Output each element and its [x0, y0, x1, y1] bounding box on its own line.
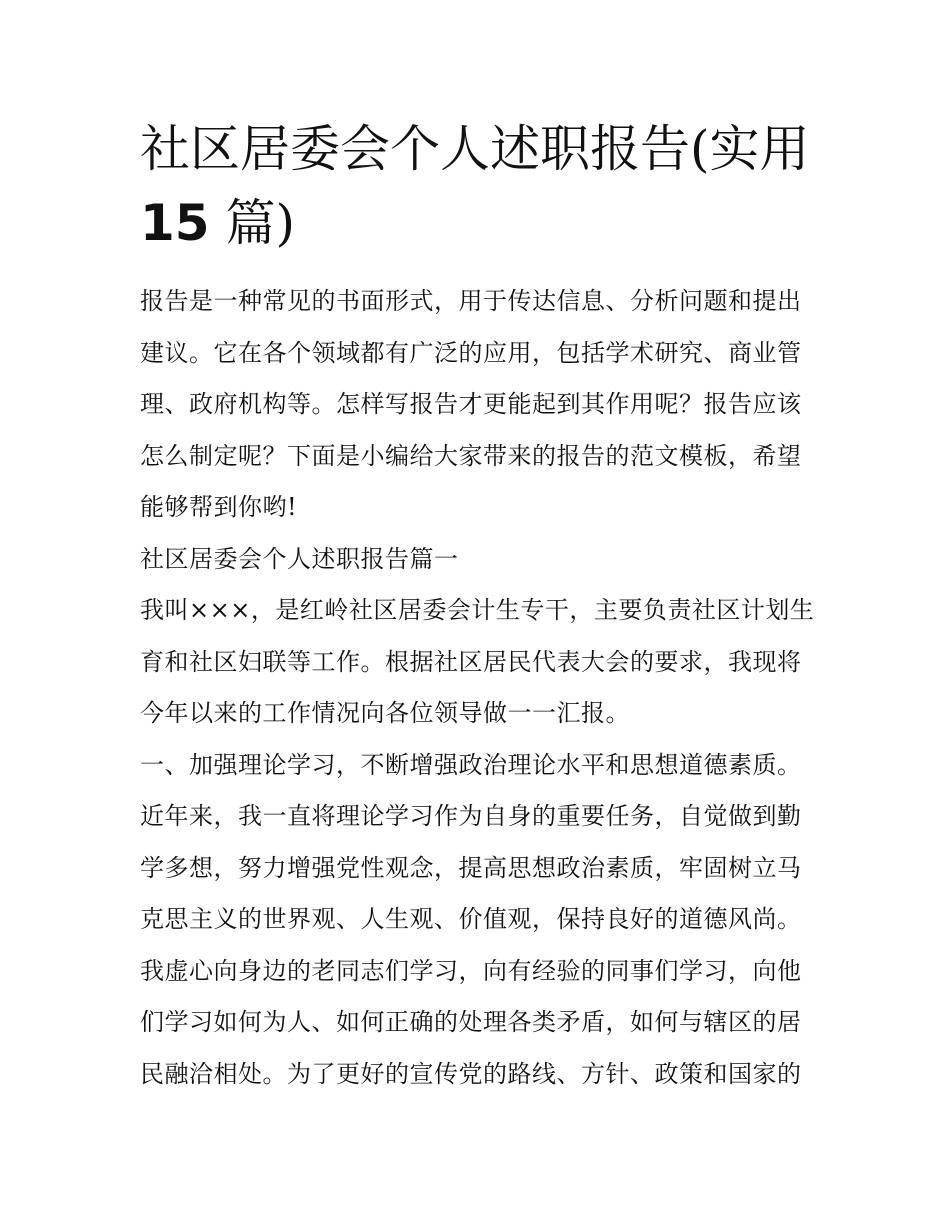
text-line: 我叫×××，是红岭社区居委会计生专干，主要负责社区计划生	[140, 596, 815, 624]
text-line: 能够帮到你哟!	[140, 493, 298, 521]
title-number: 15	[140, 194, 210, 252]
text-line: 学多想，努力增强党性观念，提高思想政治素质，牢固树立马	[140, 853, 802, 882]
text-line: 报告是一种常见的书面形式，用于传达信息、分析问题和提出	[140, 287, 802, 315]
document-title	[140, 112, 820, 260]
text-line: 怎么制定呢？下面是小编给大家带来的报告的范文模板，希望	[140, 441, 802, 470]
title-suffix: 篇)	[225, 194, 296, 252]
text-line: 克思主义的世界观、人生观、价值观，保持良好的道德风尚。	[140, 905, 802, 933]
text-line: 民融洽相处。为了更好的宣传党的路线、方针、政策和国家的	[140, 1059, 802, 1088]
title-line-2	[140, 186, 820, 260]
document-body	[140, 276, 830, 1100]
text-line: 建议。它在各个领域都有广泛的应用，包括学术研究、商业管	[140, 338, 802, 367]
text-line: 一、加强理论学习，不断增强政治理论水平和思想道德素质。	[140, 750, 802, 779]
section-heading: 社区居委会个人述职报告篇一	[140, 544, 459, 573]
text-line: 理、政府机构等。怎样写报告才更能起到其作用呢？报告应该	[140, 390, 802, 418]
title-line-1: 社区居委会个人述职报告(实用	[140, 120, 810, 178]
text-line: 今年以来的工作情况向各位领导做一一汇报。	[140, 699, 630, 727]
text-line: 我虚心向身边的老同志们学习，向有经验的同事们学习，向他	[140, 956, 802, 985]
text-line: 育和社区妇联等工作。根据社区居民代表大会的要求，我现将	[140, 647, 802, 676]
text-line: 们学习如何为人、如何正确的处理各类矛盾，如何与辖区的居	[140, 1008, 802, 1036]
text-line: 近年来，我一直将理论学习作为自身的重要任务，自觉做到勤	[140, 802, 802, 830]
